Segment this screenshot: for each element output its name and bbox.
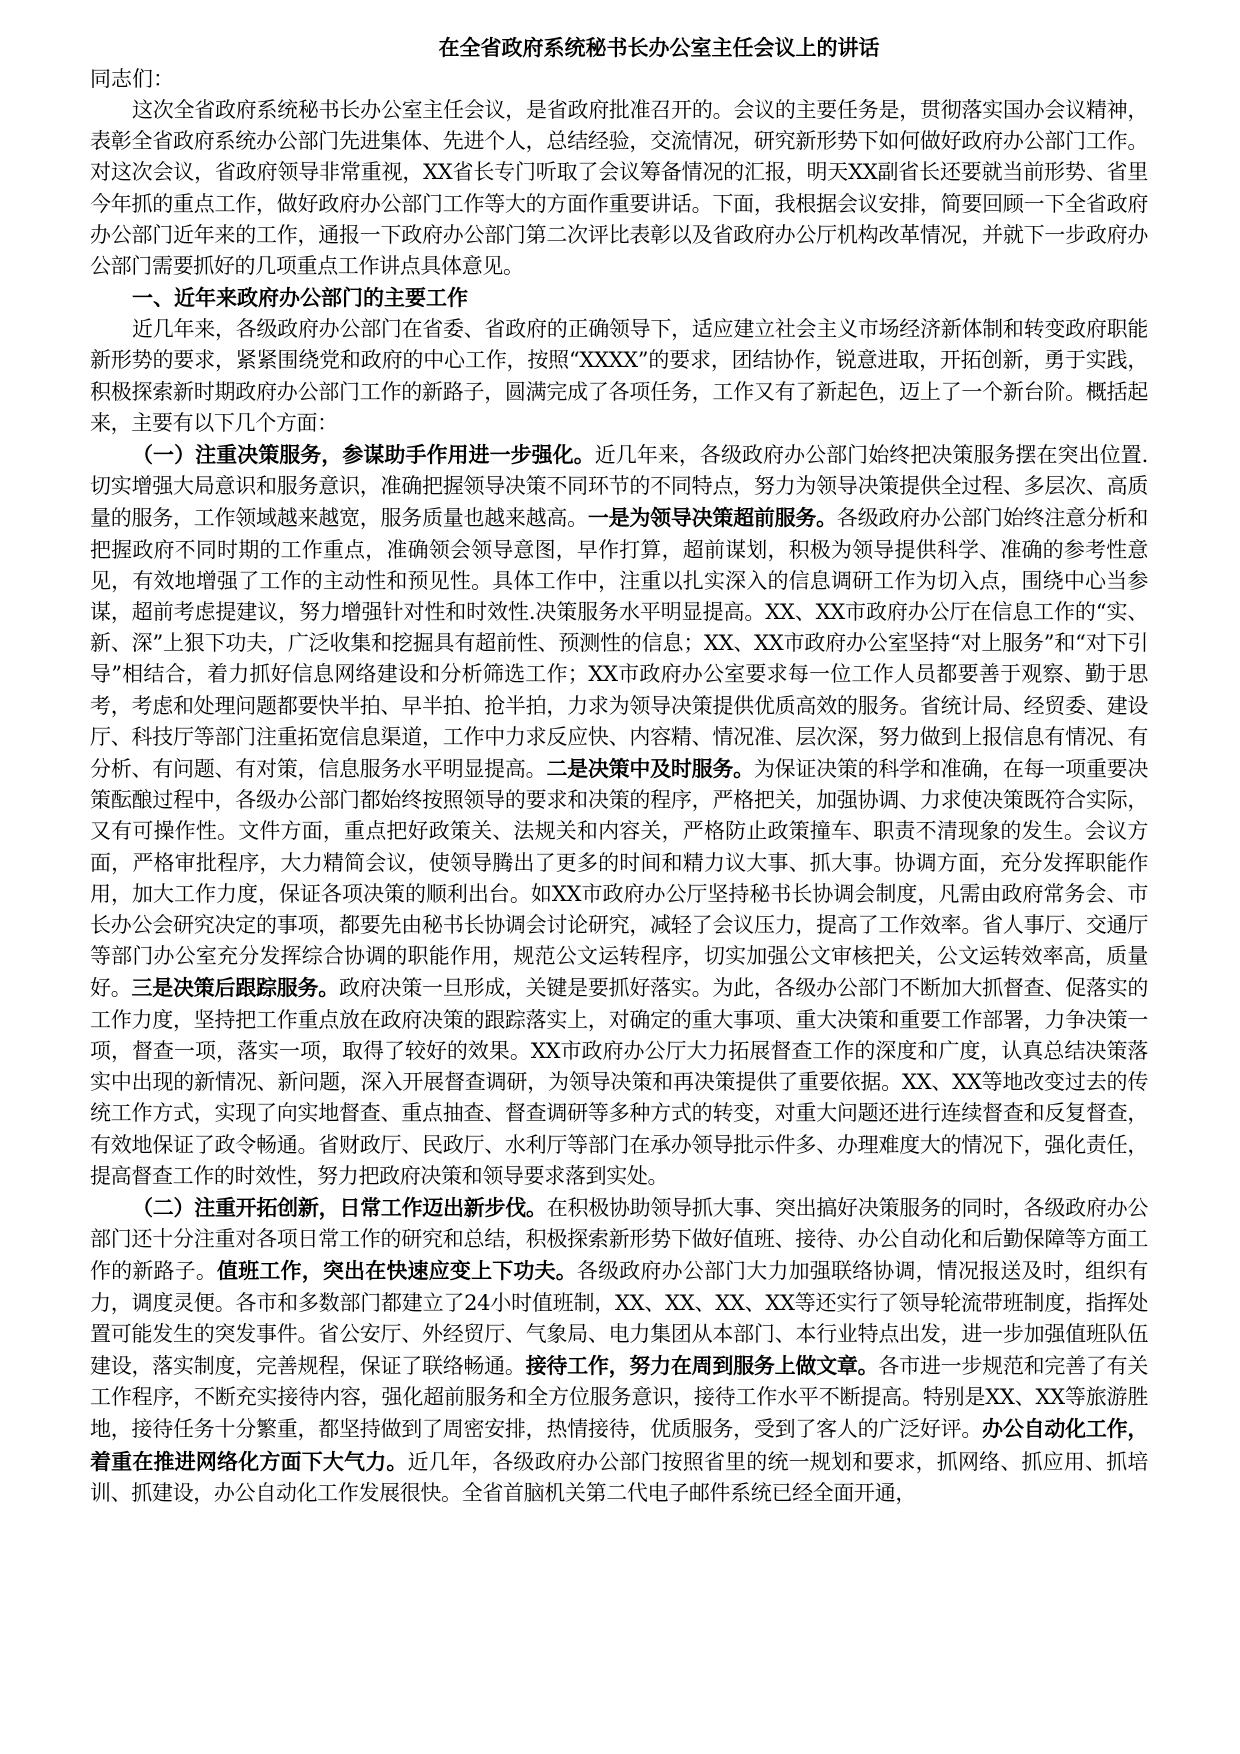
subsection-2-point-3: 办公自动化工作，着重在推进网络化方面下大气力。	[90, 1416, 1149, 1474]
subsection-1-text-3: 为保证决策的科学和准确，在每一项重要决策酝酿过程中，各级办公部门都始终按照领导的要求和决策的程序，严格把关，加强协调、力求使决策既符合实际，又有可操作性。文件方面，重点把好政策关、法规关和内容关，严格防止政策撞车、职责不清现象的发生。会议方面，严格审批程序，大力精简会议，使领导腾出了更多的时间和精力议大事、抓大事。协调方面，充分发挥职能作用，加大工作力度，保证各项决策的顺利出台。如XX市政府办公厅坚持秘书长协调会制度，凡需由政府常务会、市长办公会研究决定的事项，都要先由秘书长协调会讨论研究，减轻了会议压力，提高了工作效率。省人事厅、交通厅等部门办公室充分发挥综合协调的职能作用，规范公文运转程序，切实加强公文审核把关，公文运转效率高，质量好。	[90, 757, 1148, 1001]
greeting: 同志们：	[90, 67, 174, 91]
subsection-2-paragraph	[90, 1192, 1148, 1509]
section-1-intro-paragraph: 近几年来，各级政府办公部门在省委、省政府的正确领导下，适应建立社会主义市场经济新体制和转变政府职能新形势的要求，紧紧围绕党和政府的中心工作，按照“XXXX”的要求，团结协作，锐意进取，开拓创新，勇于实践，积极探索新时期政府办公部门工作的新路子，圆满完成了各项任务，工作又有了新起色，迈上了一个新台阶。概括起来，主要有以下几个方面：	[90, 317, 1148, 435]
intro-paragraph: 这次全省政府系统秘书长办公室主任会议，是省政府批准召开的。会议的主要任务是，贯彻落实国办会议精神，表彰全省政府系统办公部门先进集体、先进个人，总结经验，交流情况，研究新形势下如何做好政府办公部门工作。对这次会议，省政府领导非常重视，XX省长专门听取了会议筹备情况的汇报，明天XX副省长还要就当前形势、省里今年抓的重点工作，做好政府办公部门工作等大的方面作重要讲话。下面，我根据会议安排，简要回顾一下全省政府办公部门近年来的工作，通报一下政府办公部门第二次评比表彰以及省政府办公厅机构改革情况，并就下一步政府办公部门需要抓好的几项重点工作讲点具体意见。	[90, 98, 1148, 279]
subsection-1-point-2: 二是决策中及时服务。	[546, 756, 754, 782]
subsection-2-heading: （二）注重开拓创新，日常工作迈出新步伐。	[132, 1194, 547, 1220]
subsection-1-point-3: 三是决策后跟踪服务。	[131, 975, 339, 1001]
subsection-1-heading: （一）注重决策服务，参谋助手作用进一步强化。	[132, 442, 595, 468]
subsection-2-text-4: 近几年，各级政府办公部门按照省里的统一规划和要求，抓网络、抓应用、抓培训、抓建设，办公自动化工作发展很快。全省首脑机关第二代电子邮件系统已经全面开通，	[90, 1449, 1149, 1505]
subsection-1-point-1: 一是为领导决策超前服务。	[587, 505, 837, 531]
subsection-2-text-3: 各市进一步规范和完善了有关工作程序，不断充实接待内容，强化超前服务和全方位服务意识，接待工作水平不断提高。特别是XX、XX等旅游胜地，接待任务十分繁重，都坚持做到了周密安排，热情接待，优质服务，受到了客人的广泛好评。	[90, 1353, 1148, 1442]
subsection-2-text-1: 在积极协助领导抓大事、突出搞好决策服务的同时，各级政府办公部门还十分注重对各项日常工作的研究和总结，积极探索新形势下做好值班、接待、办公自动化和后勤保障等方面工作的新路子。	[90, 1195, 1148, 1284]
subsection-2-text-2: 各级政府办公部门大力加强联络协调，情况报送及时，组织有力，调度灵便。各市和多数部门都建立了24小时值班制，XX、XX、XX、XX等还实行了领导轮流带班制度，指挥处置可能发生的突发事件。省公安厅、外经贸厅、气象局、电力集团从本部门、本行业特点出发，进一步加强值班队伍建设，落实制度，完善规程，保证了联络畅通。	[90, 1259, 1148, 1378]
subsection-2-point-1: 值班工作，突出在快速应变上下功夫。	[217, 1258, 577, 1284]
document-page	[90, 32, 1148, 1509]
document-title: 在全省政府系统秘书长办公室主任会议上的讲话	[438, 35, 880, 60]
subsection-1-text-2: 各级政府办公部门始终注意分析和把握政府不同时期的工作重点，准确领会领导意图，早作打算，超前谋划，积极为领导提供科学、准确的参考性意见，有效地增强了工作的主动性和预见性。具体工作中，注重以扎实深入的信息调研工作为切入点，围绕中心当参谋，超前考虑提建议，努力增强针对性和时效性.决策服务水平明显提高。XX、XX市政府办公厅在信息工作的“实、新、深”上狠下功夫，广泛收集和挖掘具有超前性、预测性的信息；XX、XX市政府办公室坚持“对上服务”和“对下引导”相结合，着力抓好信息网络建设和分析筛选工作；XX市政府办公室要求每一位工作人员都要善于观察、勤于思考，考虑和处理问题都要快半拍、早半拍、抢半拍，力求为领导决策提供优质高效的服务。省统计局、经贸委、建设厅、科技厅等部门注重拓宽信息渠道，工作中力求反应快、内容精、情况准、层次深，努力做到上报信息有情况、有分析、有问题、有对策，信息服务水平明显提高。	[90, 506, 1148, 782]
subsection-1-paragraph	[90, 439, 1148, 1192]
subsection-2-point-2: 接待工作，努力在周到服务上做文章。	[525, 1352, 879, 1378]
section-1-heading: 一、近年来政府办公部门的主要工作	[132, 285, 468, 311]
subsection-1-text-4: 政府决策一旦形成，关键是要抓好落实。为此，各级办公部门不断加大抓督查、促落实的工作力度，坚持把工作重点放在政府决策的跟踪落实上，对确定的重大事项、重大决策和重要工作部署，力争决策一项，督查一项，落实一项，取得了较好的效果。XX市政府办公厅大力拓展督查工作的深度和广度，认真总结决策落实中出现的新情况、新问题，深入开展督查调研，为领导决策和再决策提供了重要依据。XX、XX等地改变过去的传统工作方式，实现了向实地督查、重点抽查、督查调研等多种方式的转变，对重大问题还进行连续督查和反复督查，有效地保证了政令畅通。省财政厅、民政厅、水利厅等部门在承办领导批示件多、办理难度大的情况下，强化责任，提高督查工作的时效性，努力把政府决策和领导要求落到实处。	[90, 976, 1148, 1188]
subsection-1-text-1: 近几年来，各级政府办公部门始终把决策服务摆在突出位置.切实增强大局意识和服务意识，准确把握领导决策不同环节的不同特点，努力为领导决策提供全过程、多层次、高质量的服务，工作领域越来越宽，服务质量也越来越高。	[90, 443, 1148, 531]
